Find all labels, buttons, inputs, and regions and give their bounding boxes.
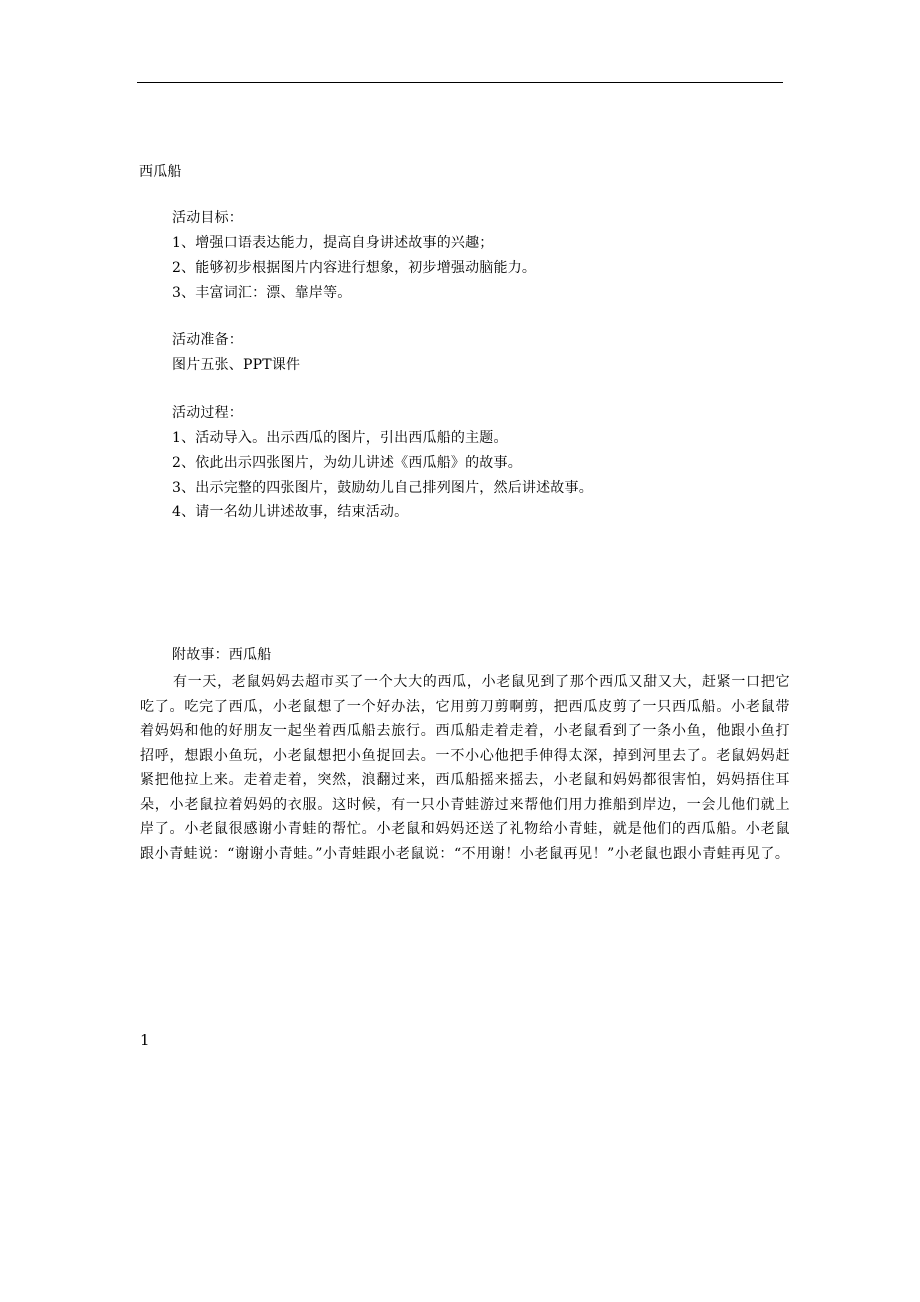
- objective-item: 3、丰富词汇：漂、靠岸等。: [172, 285, 352, 301]
- header-rule: [137, 82, 783, 83]
- preparation-text: 图片五张、PPT课件: [172, 357, 301, 373]
- preparation-heading: 活动准备：: [172, 332, 243, 348]
- process-item: 3、出示完整的四张图片，鼓励幼儿自己排列图片，然后讲述故事。: [172, 480, 593, 496]
- story-heading: 附故事：西瓜船: [172, 647, 272, 663]
- process-item: 1、活动导入。出示西瓜的图片，引出西瓜船的主题。: [172, 430, 508, 446]
- story-paragraph: 有一天，老鼠妈妈去超市买了一个大大的西瓜，小老鼠见到了那个西瓜又甜又大，赶紧一口把它吃了。吃完了西瓜，小老鼠想了一个好办法，它用剪刀剪啊剪，把西瓜皮剪了一只西瓜船。小老鼠带着妈妈和他的好朋友一起坐着西瓜船去旅行。西瓜船走着走着，小老鼠看到了一条小鱼，他跟小鱼打招呼，想跟小鱼玩，小老鼠想把小鱼捉回去。一不小心他把手伸得太深，掉到河里去了。老鼠妈妈赶紧把他拉上来。走着走着，突然，浪翻过来，西瓜船摇来摇去，小老鼠和妈妈都很害怕，妈妈捂住耳朵，小老鼠拉着妈妈的衣服。这时候，有一只小青蛙游过来帮他们用力推船到岸边，一会儿他们就上岸了。小老鼠很感谢小青蛙的帮忙。小老鼠和妈妈还送了礼物给小青蛙，就是他们的西瓜船。小老鼠跟小青蛙说：“谢谢小青蛙。”小青蛙跟小老鼠说：“不用谢！小老鼠再见！”小老鼠也跟小青蛙再见了。: [140, 674, 790, 862]
- objective-item: 1、增强口语表达能力，提高自身讲述故事的兴趣；: [172, 235, 494, 251]
- page-number: 1: [140, 1031, 150, 1049]
- process-item: 4、请一名幼儿讲述故事，结束活动。: [172, 504, 409, 520]
- objective-item: 2、能够初步根据图片内容进行想象，初步增强动脑能力。: [172, 260, 537, 276]
- process-item: 2、依此出示四张图片，为幼儿讲述《西瓜船》的故事。: [172, 455, 522, 471]
- document-title: 西瓜船: [139, 164, 182, 180]
- process-heading: 活动过程：: [172, 405, 243, 421]
- objectives-heading: 活动目标：: [172, 210, 243, 226]
